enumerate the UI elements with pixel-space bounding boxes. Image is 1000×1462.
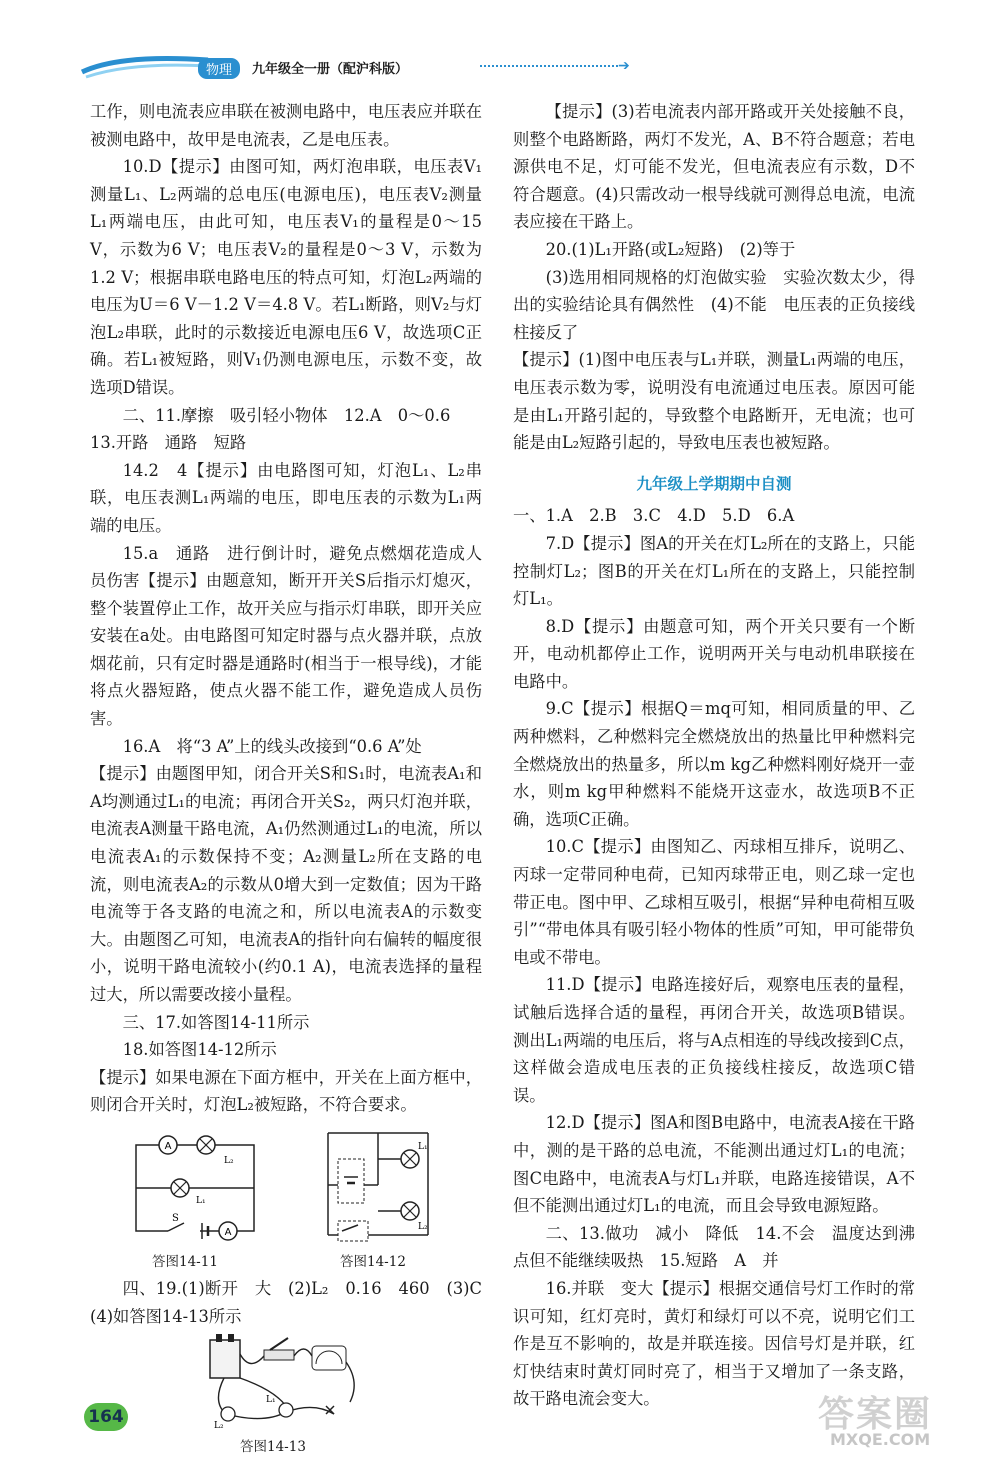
- right-column: [513, 98, 915, 1413]
- answer-9: 9.C【提示】根据Q＝mq可知，相同质量的甲、乙两种燃料，乙种燃料完全燃烧放出的热量比甲种燃料完全燃烧放出的热量多，所以m kg乙种燃料刚好烧开一壶水，则m kg甲种燃料不能烧开这壶水，故选项B不正确，选项C正确。: [513, 699, 915, 829]
- left-column: [90, 98, 499, 1458]
- answer-18-hint: 【提示】如果电源在下面方框中，开关在上面方框中，则闭合开关时，灯泡L₂被短路，不符合要求。: [90, 1067, 482, 1115]
- svg-text:L₂: L₂: [214, 1421, 224, 1432]
- circuit-diagram-14-11: [128, 1133, 268, 1245]
- answer-19-hint: 【提示】(3)若电流表内部开路或开关处接触不良，则整个电路断路，两灯不发光，A、B不符合题意；若电源供电不足，灯可能不发光，但电流表应有示数，D不符合题意。(4)只需改动一根导线就可测得总电流，电流表应接在干路上。: [513, 102, 915, 232]
- section-title: 九年级上学期期中自测: [636, 474, 792, 493]
- answer-20: 20.(1)L₁开路(或L₂短路) (2)等于: [545, 239, 796, 259]
- svg-text:S: S: [172, 1212, 179, 1224]
- watermark-sub: MXQE.COM: [830, 1430, 931, 1449]
- physical-circuit-14-13: [204, 1332, 364, 1432]
- answer-13-15-midterm: 二、13.做功 减小 降低 14.不会 温度达到沸点但不能继续吸热 15.短路 A 并: [513, 1223, 915, 1271]
- svg-text:L₁: L₁: [266, 1395, 276, 1406]
- svg-text:L₁: L₁: [418, 1141, 428, 1152]
- answer-1-6: 一、1.A 2.B 3.C 4.D 5.D 6.A: [513, 506, 795, 526]
- figure-row: [90, 1125, 482, 1275]
- answer-14: 14.2 4【提示】由电路图可知，灯泡L₁、L₂串联，电压表测L₁两端的电压，即电压表的示数为L₁两端的电压。: [90, 460, 482, 535]
- figure-caption-14-11: 答图14-11: [152, 1253, 218, 1270]
- header-swoosh-icon: [80, 52, 210, 82]
- answer-20-3: (3)选用相同规格的灯泡做实验 实验次数太少，得出的实验结论具有偶然性 (4)不能 电压表的正负接线柱接反了: [513, 267, 915, 342]
- answer-12-midterm: 12.D【提示】图A和图B电路中，电流表A接在干路中，测的是干路的总电流，不能测出通过灯L₁的电流；图C电路中，电流表A与灯L₁并联，电路连接错误，A不但不能测出通过灯L₁的电流，而且会导致电源短路。: [513, 1113, 915, 1216]
- answer-10: 10.D【提示】由图可知，两灯泡串联，电压表V₁测量L₁、L₂两端的总电压(电源电压)，电压表V₂测量L₁两端电压，由此可知，电压表V₁的量程是0～15 V，示数为6 V；电压表V₂的量程是0～3 V，示数为1.2 V；根据串联电路电压的特点可知，灯泡L₂两端的电压为U＝6 V－1.2 V＝4.8 V。若L₁断路，则V₂与灯泡L₂串联，此时的示数接近电源电压6 V，故选项C正确。若L₁被短路，则V₁仍测电源电压，示数不变，故选项D错误。: [90, 157, 482, 397]
- header-title: 九年级全一册（配沪科版）: [252, 62, 409, 77]
- answer-10-midterm: 10.C【提示】由图知乙、丙球相互排斥，说明乙、丙球一定带同种电荷，已知丙球带正电，则乙球一定也带正电。图中甲、乙球相互吸引，根据“异种电荷相互吸引”“带电体具有吸引轻小物体的性质”可知，甲可能带负电或不带电。: [513, 837, 915, 967]
- answer-16: 16.A 将“3 A”上的线头改接到“0.6 A”处: [122, 736, 422, 756]
- answer-7: 7.D【提示】图A的开关在灯L₂所在的支路上，只能控制灯L₂；图B的开关在灯L₁所在的支路上，只能控制灯L₁。: [513, 533, 915, 609]
- figure-14-13: [90, 1332, 482, 1458]
- svg-text:L₂: L₂: [418, 1221, 428, 1232]
- watermark-main: 答案圈: [818, 1394, 933, 1435]
- answer-8: 8.D【提示】由题意可知，两个开关只要有一个断开，电动机都停止工作，说明两开关与电动机串联接在电路中。: [513, 616, 915, 691]
- running-header: [80, 52, 640, 82]
- answer-15: 15.a 通路 进行倒计时，避免点燃烟花造成人员伤害【提示】由题意知，断开开关S后指示灯熄灭，整个装置停止工作，故开关应与指示灯串联，即开关应安装在a处。由电路图可知定时器与点火器并联，点放烟花前，只有定时器是通路时(相当于一根导线)，才能将点火器短路，使点火器不能工作，避免造成人员伤害。: [90, 543, 482, 729]
- svg-text:A: A: [224, 1226, 232, 1238]
- header-dotted-line: [480, 65, 618, 67]
- answer-13: 13.开路 通路 短路: [90, 433, 247, 453]
- page-number: 164: [88, 1407, 124, 1427]
- answer-18: 18.如答图14-12所示: [122, 1040, 277, 1060]
- svg-text:L₁: L₁: [196, 1195, 206, 1206]
- watermark-logo: [818, 1386, 988, 1452]
- answer-16-midterm: 16.并联 变大【提示】根据交通信号灯工作时的常识可知，红灯亮时，黄灯和绿灯可以不亮，说明它们工作是互不影响的，故是并联连接。因信号灯是并联，红灯快结束时黄灯同时亮了，相当于又增加了一条支路，故干路电流会变大。: [513, 1278, 915, 1409]
- header-arrow-icon: ➔: [618, 58, 630, 74]
- page-number-badge-icon: [84, 1403, 128, 1433]
- answer-16-hint: 【提示】由题图甲知，闭合开关S和S₁时，电流表A₁和A均测通过L₁的电流；再闭合开关S₂，两只灯泡并联，电流表A测量干路电流，A₁仍然测通过L₁的电流，所以电流表A₁的示数保持不变；A₂测量L₂所在支路的电流，则电流表A₂的示数从0增大到一定数值；因为干路电流等于各支路的电流之和，所以电流表A的示数变大。由题图乙可知，电流表A的指针向右偏转的幅度很小，说明干路电流较小(约0.1 A)，电流表选择的量程过大，所以需要改接小量程。: [90, 764, 482, 1004]
- figure-caption-14-12: 答图14-12: [340, 1253, 406, 1270]
- header-subject: 物理: [198, 58, 240, 79]
- answer-17: 三、17.如答图14-11所示: [122, 1012, 310, 1032]
- answer-paragraph: 工作，则电流表应串联在被测电路中，电压表应并联在被测电路中，故甲是电流表，乙是电压表。: [90, 102, 482, 149]
- answer-11-12: 二、11.摩擦 吸引轻小物体 12.A 0～0.6: [122, 405, 451, 425]
- svg-text:A: A: [164, 1140, 172, 1152]
- svg-text:L₂: L₂: [224, 1155, 234, 1166]
- answer-19: 四、19.(1)断开 大 (2)L₂ 0.16 460 (3)C (4)如答图14-13所示: [90, 1278, 499, 1326]
- figure-caption-14-13: 答图14-13: [240, 1439, 306, 1456]
- answer-11-midterm: 11.D【提示】电路连接好后，观察电压表的量程，试触后选择合适的量程，再闭合开关，故选项B错误。测出L₁两端的电压后，将与A点相连的导线改接到C点，这样做会造成电压表的正负接线柱接反，故选项C错误。: [513, 975, 915, 1105]
- answer-20-hint: 【提示】(1)图中电压表与L₁并联，测量L₁两端的电压，电压表示数为零，说明没有电流通过电压表。原因可能是由L₁开路引起的，导致整个电路断开，无电流；也可能是由L₂短路引起的，导致电压表也被短路。: [513, 350, 915, 453]
- circuit-diagram-14-12: [318, 1125, 468, 1245]
